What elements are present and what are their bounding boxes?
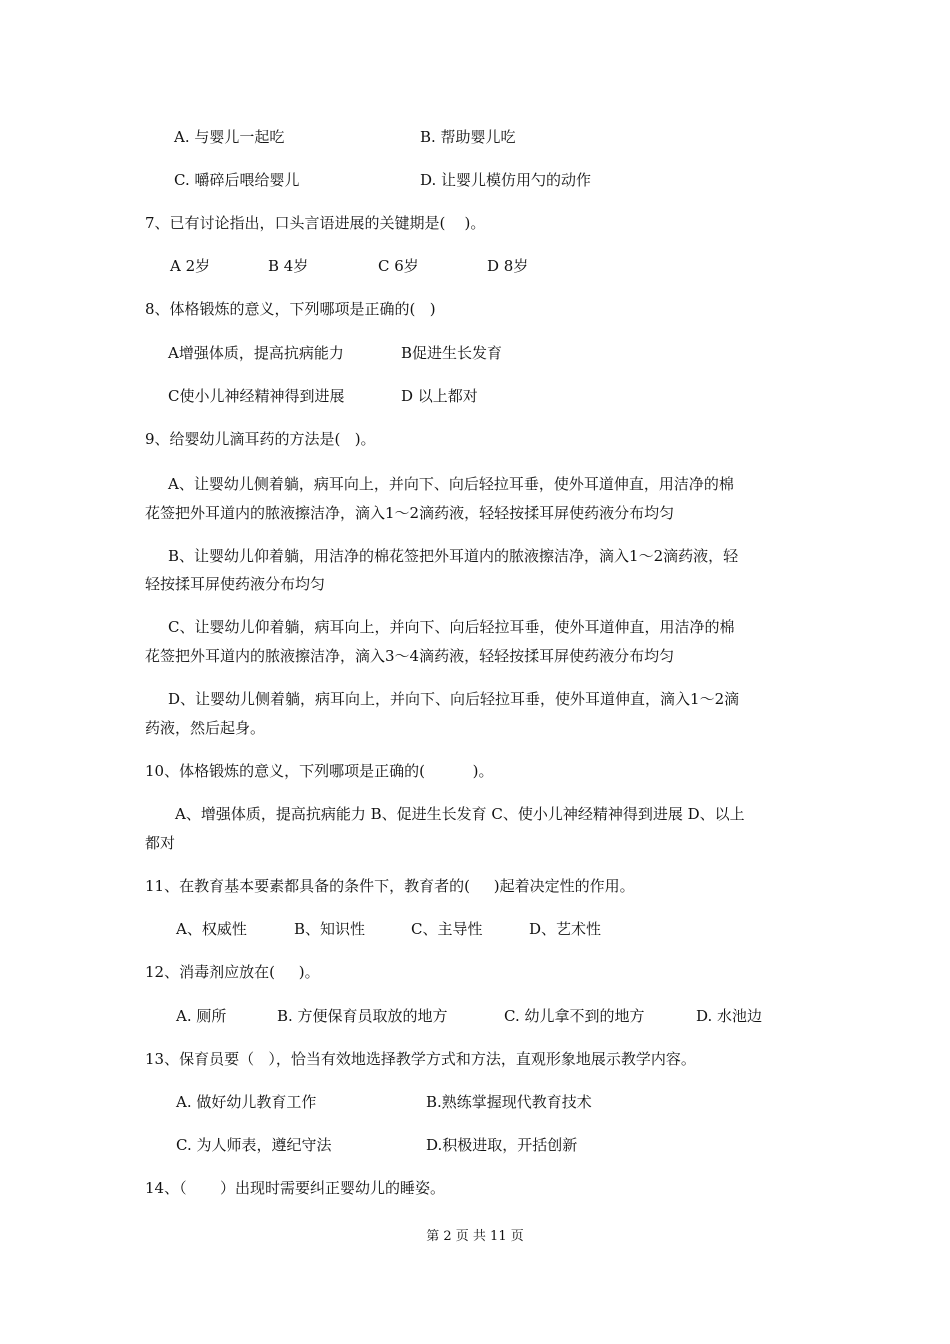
q7-stem: 7、已有讨论指出，口头言语进展的关键期是( )。 xyxy=(145,214,486,232)
q12-stem: 12、消毒剂应放在( )。 xyxy=(145,963,320,981)
q9-option-d-line1: D、让婴幼儿侧着躺，病耳向上，并向下、向后轻拉耳垂，使外耳道伸直，滴入1～2滴 xyxy=(168,690,740,708)
q9-option-b-line1: B、让婴幼儿仰着躺，用洁净的棉花签把外耳道内的脓液擦洁净，滴入1～2滴药液，轻 xyxy=(168,547,739,565)
q10-options-line2: 都对 xyxy=(145,834,176,852)
q13-stem: 13、保育员要（ ），恰当有效地选择教学方式和方法，直观形象地展示教学内容。 xyxy=(145,1050,696,1068)
q6-option-d: D. 让婴儿模仿用勺的动作 xyxy=(420,171,592,189)
q11-option-c: C、主导性 xyxy=(411,920,483,938)
q9-option-c-line1: C、让婴幼儿仰着躺，病耳向上，并向下、向后轻拉耳垂，使外耳道伸直，用洁净的棉 xyxy=(168,618,735,636)
q12-option-d: D. 水池边 xyxy=(696,1007,763,1025)
q9-stem: 9、给婴幼儿滴耳药的方法是( )。 xyxy=(145,430,376,448)
q13-option-d: D.积极进取，开括创新 xyxy=(426,1136,578,1154)
q12-option-c: C. 幼儿拿不到的地方 xyxy=(504,1007,645,1025)
q9-option-c-line2: 花签把外耳道内的脓液擦洁净，滴入3～4滴药液，轻轻按揉耳屏使药液分布均匀 xyxy=(145,647,675,665)
q10-stem: 10、体格锻炼的意义，下列哪项是正确的( )。 xyxy=(145,762,494,780)
q8-option-a: A增强体质，提高抗病能力 xyxy=(168,344,344,362)
q8-option-d: D 以上都对 xyxy=(401,387,478,405)
q13-option-a: A. 做好幼儿教育工作 xyxy=(176,1093,317,1111)
q11-option-b: B、知识性 xyxy=(294,920,366,938)
q8-option-c: C使小儿神经精神得到进展 xyxy=(168,387,345,405)
q11-stem: 11、在教育基本要素都具备的条件下，教育者的( )起着决定性的作用。 xyxy=(145,877,635,895)
q9-option-d-line2: 药液，然后起身。 xyxy=(145,719,266,737)
q8-option-b: B促进生长发育 xyxy=(401,344,503,362)
q9-option-a-line2: 花签把外耳道内的脓液擦洁净，滴入1～2滴药液，轻轻按揉耳屏使药液分布均匀 xyxy=(145,504,675,522)
q13-option-b: B.熟练掌握现代教育技术 xyxy=(426,1093,592,1111)
q10-options-line1: A、增强体质，提高抗病能力 B、促进生长发育 C、使小儿神经精神得到进展 D、以上 xyxy=(175,805,745,823)
q7-option-b: B 4岁 xyxy=(268,257,309,275)
q11-option-d: D、艺术性 xyxy=(529,920,602,938)
q12-option-a: A. 厕所 xyxy=(176,1007,227,1025)
q11-option-a: A、权威性 xyxy=(176,920,247,938)
q9-option-b-line2: 轻按揉耳屏使药液分布均匀 xyxy=(145,575,326,593)
q7-option-d: D 8岁 xyxy=(487,257,529,275)
q6-option-b: B. 帮助婴儿吃 xyxy=(420,128,516,146)
q9-option-a-line1: A、让婴幼儿侧着躺，病耳向上，并向下、向后轻拉耳垂，使外耳道伸直，用洁净的棉 xyxy=(168,475,734,493)
q12-option-b: B. 方便保育员取放的地方 xyxy=(277,1007,448,1025)
q7-option-a: A 2岁 xyxy=(170,257,211,275)
q6-option-c: C. 嚼碎后喂给婴儿 xyxy=(174,171,300,189)
q13-option-c: C. 为人师表，遵纪守法 xyxy=(176,1136,332,1154)
q8-stem: 8、体格锻炼的意义，下列哪项是正确的( ) xyxy=(145,300,436,318)
q14-stem: 14、（ ）出现时需要纠正婴幼儿的睡姿。 xyxy=(145,1179,445,1197)
q7-option-c: C 6岁 xyxy=(378,257,419,275)
q6-option-a: A. 与婴儿一起吃 xyxy=(174,128,285,146)
page-footer: 第 2 页 共 11 页 xyxy=(426,1229,524,1244)
